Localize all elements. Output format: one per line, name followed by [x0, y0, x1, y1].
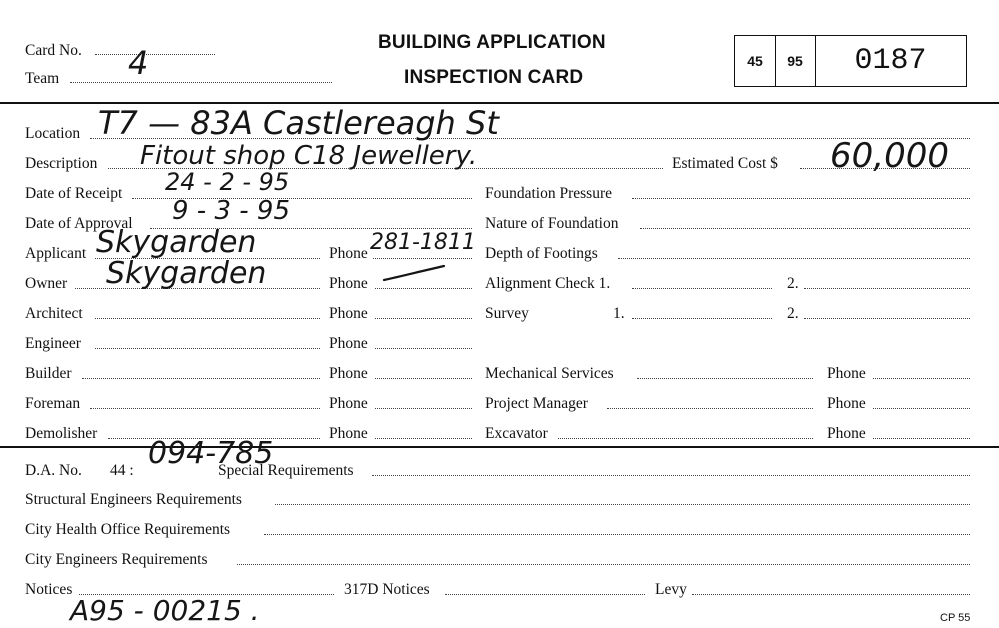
structural-engineers-label: Structural Engineers Requirements	[25, 491, 242, 508]
depth-footings-label: Depth of Footings	[485, 245, 598, 262]
city-engineers-line	[237, 564, 970, 565]
box-card-number: 0187	[854, 44, 927, 78]
applicant-label: Applicant	[25, 245, 87, 262]
notices-317d-label: 317D Notices	[344, 581, 430, 598]
project-manager-phone-label: Phone	[827, 395, 866, 412]
form-title-line2: INSPECTION CARD	[404, 67, 584, 88]
applicant-phone-label: Phone	[329, 245, 368, 262]
nature-foundation-line	[640, 228, 970, 229]
city-health-label: City Health Office Requirements	[25, 521, 231, 538]
date-receipt-label: Date of Receipt	[25, 185, 123, 202]
foundation-pressure-line	[632, 198, 970, 199]
special-requirements-line	[372, 475, 970, 476]
mechanical-services-line	[637, 378, 813, 379]
box-code-1: 45	[735, 36, 776, 86]
architect-line	[95, 318, 320, 319]
owner-phone-line	[375, 288, 472, 289]
foreman-line	[90, 408, 320, 409]
builder-phone-label: Phone	[329, 365, 368, 382]
card-no-label: Card No.	[25, 42, 82, 59]
location-value: T7 — 83A Castlereagh St	[98, 104, 499, 142]
mechanical-phone-line	[873, 378, 970, 379]
card-no-line	[95, 54, 215, 55]
architect-phone-label: Phone	[329, 305, 368, 322]
date-approval-label: Date of Approval	[25, 215, 133, 232]
da-prefix: 44 :	[110, 462, 134, 479]
excavator-phone-label: Phone	[827, 425, 866, 442]
description-label: Description	[25, 155, 98, 172]
date-receipt-value: 24 - 2 - 95	[165, 168, 290, 196]
builder-line	[82, 378, 320, 379]
city-health-line	[264, 534, 970, 535]
survey-2-label: 2.	[787, 305, 799, 322]
excavator-phone-line	[873, 438, 970, 439]
engineer-phone-label: Phone	[329, 335, 368, 352]
project-manager-line	[607, 408, 813, 409]
owner-phone-label: Phone	[329, 275, 368, 292]
builder-label: Builder	[25, 365, 72, 382]
demolisher-phone-line	[375, 438, 472, 439]
project-manager-label: Project Manager	[485, 395, 588, 412]
structural-engineers-line	[275, 504, 970, 505]
applicant-phone-line	[373, 258, 472, 259]
estimated-cost-value: 60,000	[830, 136, 949, 176]
engineer-line	[95, 348, 320, 349]
owner-label: Owner	[25, 275, 68, 292]
da-no-label: D.A. No.	[25, 462, 82, 479]
demolisher-phone-label: Phone	[329, 425, 368, 442]
alignment-check-1-line	[632, 288, 772, 289]
excavator-label: Excavator	[485, 425, 548, 442]
levy-label: Levy	[655, 581, 687, 598]
form-code: CP 55	[940, 612, 971, 624]
project-manager-phone-line	[873, 408, 970, 409]
survey-label: Survey	[485, 305, 529, 322]
mechanical-services-label: Mechanical Services	[485, 365, 614, 382]
form-title-line1: BUILDING APPLICATION	[378, 32, 606, 53]
team-label: Team	[25, 70, 60, 87]
team-line	[70, 82, 332, 83]
city-engineers-label: City Engineers Requirements	[25, 551, 208, 568]
architect-phone-line	[375, 318, 472, 319]
applicant-phone-value: 281-1811	[370, 230, 476, 255]
excavator-line	[558, 438, 813, 439]
depth-footings-line	[618, 258, 970, 259]
alignment-check-label: Alignment Check 1.	[485, 275, 611, 292]
nature-foundation-label: Nature of Foundation	[485, 215, 619, 232]
handwritten-reference: A95 - 00215 .	[70, 594, 260, 627]
mechanical-phone-label: Phone	[827, 365, 866, 382]
da-number-value: 094-785	[148, 436, 274, 471]
applicant-value: Skygarden	[96, 225, 257, 260]
alignment-check-2-label: 2.	[787, 275, 799, 292]
survey-1-label: 1.	[613, 305, 625, 322]
builder-phone-line	[375, 378, 472, 379]
foundation-pressure-label: Foundation Pressure	[485, 185, 613, 202]
engineer-label: Engineer	[25, 335, 81, 352]
special-requirements-label: Special Requirements	[218, 462, 354, 479]
engineer-phone-line	[375, 348, 472, 349]
survey-2-line	[804, 318, 970, 319]
owner-phone-dash	[380, 262, 450, 284]
architect-label: Architect	[25, 305, 83, 322]
notices-317d-line	[445, 594, 645, 595]
survey-1-line	[632, 318, 772, 319]
team-value: 4	[128, 44, 149, 82]
foreman-phone-line	[375, 408, 472, 409]
alignment-check-2-line	[804, 288, 970, 289]
foreman-label: Foreman	[25, 395, 81, 412]
card-number-box	[734, 35, 967, 87]
estimated-cost-label: Estimated Cost $	[672, 155, 778, 172]
demolisher-label: Demolisher	[25, 425, 98, 442]
notices-label: Notices	[25, 581, 73, 598]
description-value: Fitout shop C18 Jewellery.	[140, 141, 478, 171]
foreman-phone-label: Phone	[329, 395, 368, 412]
owner-value: Skygarden	[106, 256, 267, 291]
levy-line	[692, 594, 970, 595]
location-label: Location	[25, 125, 81, 142]
box-code-2: 95	[775, 36, 816, 86]
date-approval-value: 9 - 3 - 95	[172, 196, 290, 226]
